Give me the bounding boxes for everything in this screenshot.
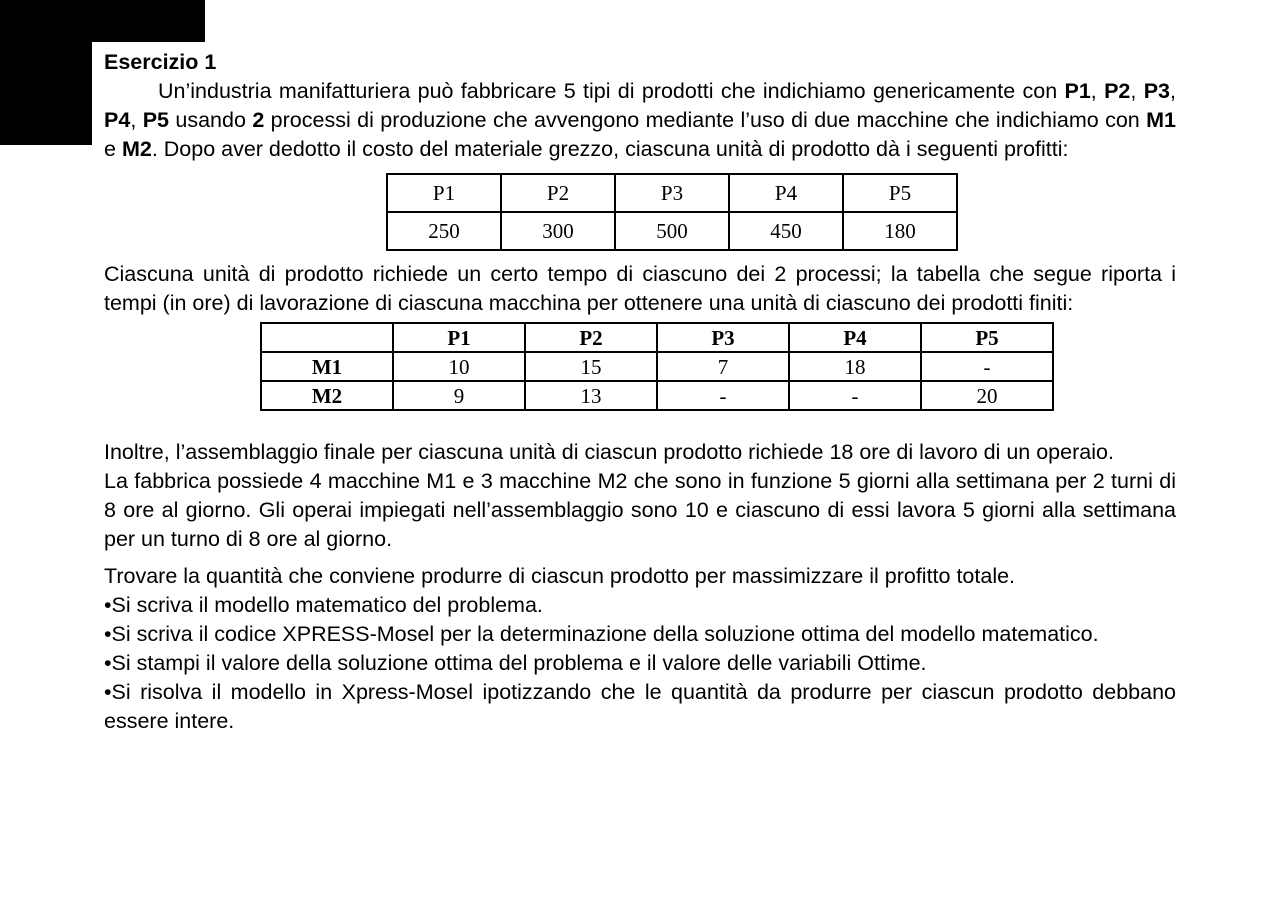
text-run: processi di produzione che avvengono mediante l’uso di due macchine che indichiamo con: [264, 108, 1147, 132]
time-cell: 7: [657, 352, 789, 381]
time-header-cell: P3: [657, 323, 789, 352]
product-p1: P1: [1064, 79, 1091, 103]
objective-paragraph: Trovare la quantità che conviene produrre di ciascun prodotto per massimizzare il profitto totale.: [104, 564, 1016, 588]
profit-header-cell: P3: [615, 174, 729, 212]
time-header-cell: [261, 323, 393, 352]
time-cell: 18: [789, 352, 921, 381]
time-table-row-m2: [261, 381, 1053, 410]
capacity-paragraph: La fabbrica possiede 4 macchine M1 e 3 macchine M2 che sono in funzione 5 giorni alla settimana per 2 turni di 8 ore al giorno. Gli operai impiegati nell’assemblaggio sono 10 e ciascuno di essi lavora 5 giorni alla settimana per un turno di 8 ore al giorno.: [104, 469, 1176, 551]
bullet-item: •Si stampi il valore della soluzione ottima del problema e il valore delle variabili Ottime.: [104, 651, 927, 675]
profit-value-cell: 450: [729, 212, 843, 250]
text-run: ,: [130, 108, 143, 132]
profit-header-cell: P4: [729, 174, 843, 212]
time-row-label: M1: [261, 352, 393, 381]
time-cell: 13: [525, 381, 657, 410]
bullet-item: •Si scriva il modello matematico del problema.: [104, 593, 543, 617]
profit-value-cell: 500: [615, 212, 729, 250]
text-run: usando: [169, 108, 253, 132]
assembly-paragraph: Inoltre, l’assemblaggio finale per ciascuna unità di ciascun prodotto richiede 18 ore di lavoro di un operaio.: [104, 440, 1114, 464]
time-table-row-m1: [261, 352, 1053, 381]
redaction-block-lower: [0, 42, 92, 145]
profit-header-cell: P1: [387, 174, 501, 212]
profit-table: [386, 173, 958, 251]
process-count: 2: [252, 108, 265, 132]
product-p4: P4: [104, 108, 131, 132]
time-cell: 9: [393, 381, 525, 410]
time-header-cell: P1: [393, 323, 525, 352]
machine-m2: M2: [121, 137, 152, 161]
product-p2: P2: [1104, 79, 1131, 103]
profit-header-cell: P2: [501, 174, 615, 212]
redaction-block: [0, 0, 205, 42]
time-table-header-row: [261, 323, 1053, 352]
profit-value-cell: 300: [501, 212, 615, 250]
profit-table-values-row: [387, 212, 957, 250]
time-cell: 20: [921, 381, 1053, 410]
time-header-cell: P2: [525, 323, 657, 352]
time-cell: -: [921, 352, 1053, 381]
time-cell: -: [789, 381, 921, 410]
bullet-item: •Si risolva il modello in Xpress-Mosel ipotizzando che le quantità da produrre per ciascun prodotto debbano essere intere.: [104, 680, 1176, 733]
time-row-label: M2: [261, 381, 393, 410]
profit-header-cell: P5: [843, 174, 957, 212]
time-cell: 10: [393, 352, 525, 381]
text-run: . Dopo aver dedotto il costo del materiale grezzo, ciascuna unità di prodotto dà i seguenti profitti:: [151, 137, 1069, 161]
text-run: e: [104, 137, 122, 161]
exercise-title: Esercizio 1: [104, 50, 217, 74]
bullet-item: •Si scriva il codice XPRESS-Mosel per la determinazione della soluzione ottima del modello matematico.: [104, 622, 1099, 646]
text-run: ,: [1090, 79, 1105, 103]
time-header-cell: P4: [789, 323, 921, 352]
time-cell: 15: [525, 352, 657, 381]
time-header-cell: P5: [921, 323, 1053, 352]
profit-value-cell: 250: [387, 212, 501, 250]
text-run: ,: [1170, 79, 1176, 103]
processing-paragraph: Ciascuna unità di prodotto richiede un certo tempo di ciascuno dei 2 processi; la tabella che segue riporta i tempi (in ore) di lavorazione di ciascuna macchina per ottenere una unità di ciascuno dei prodotti finiti:: [104, 262, 1176, 315]
text-run: ,: [1130, 79, 1144, 103]
product-p5: P5: [142, 108, 169, 132]
machine-m1: M1: [1146, 108, 1177, 132]
processing-time-table: [260, 322, 1054, 411]
intro-paragraph: [104, 77, 1176, 164]
profit-table-header-row: [387, 174, 957, 212]
time-cell: -: [657, 381, 789, 410]
paragraph-gap: [104, 554, 1176, 562]
document-page: [104, 48, 1176, 736]
profit-value-cell: 180: [843, 212, 957, 250]
text-run: Un’industria manifatturiera può fabbricare 5 tipi di prodotti che indichiamo genericamente con: [158, 79, 1065, 103]
product-p3: P3: [1143, 79, 1171, 103]
